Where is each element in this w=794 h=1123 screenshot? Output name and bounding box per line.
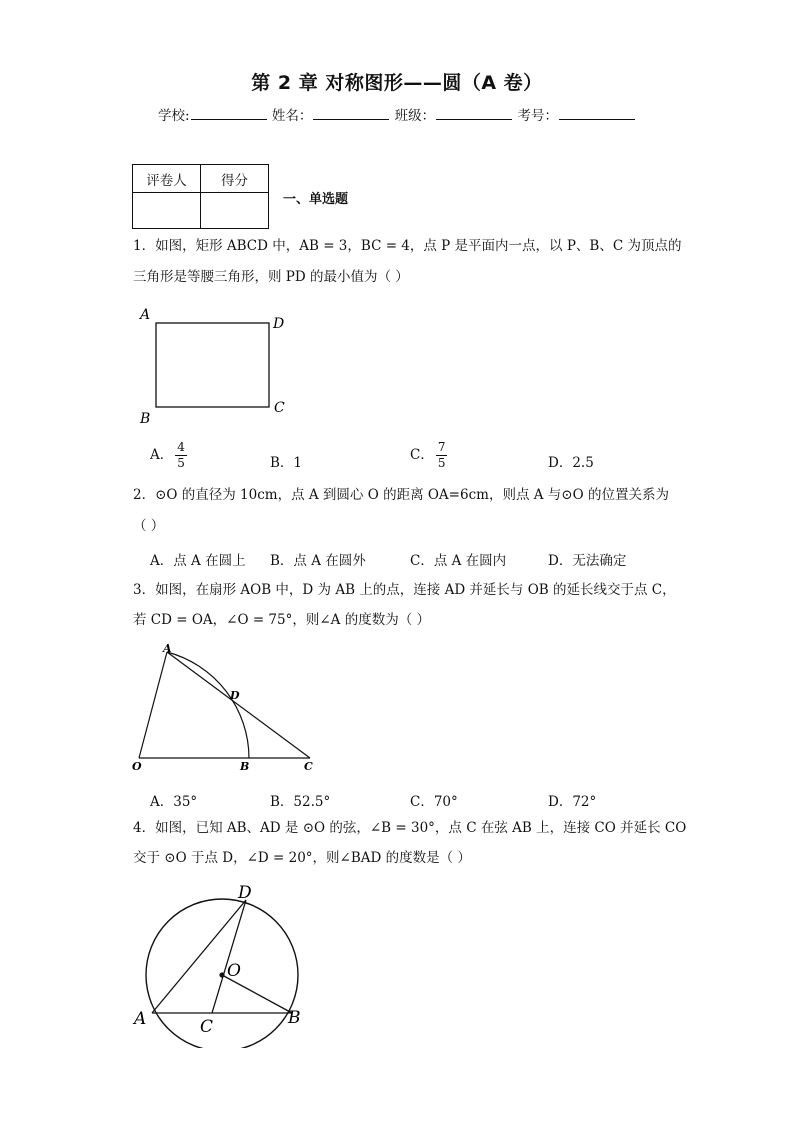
student-info-row — [0, 104, 794, 124]
q2-option-c[interactable]: C．点 A 在圆内 — [410, 553, 507, 569]
line-oa — [139, 652, 167, 758]
q1-option-c-den: 5 — [437, 456, 446, 470]
label-b: B — [240, 760, 250, 773]
label-a: A — [163, 642, 172, 655]
q2-option-a[interactable]: A．点 A 在圆上 — [150, 553, 246, 569]
page-title: 第 2 章 对称图形——圆（A 卷） — [251, 72, 543, 94]
label-o: O — [227, 961, 241, 981]
grader-cell[interactable] — [133, 193, 201, 229]
number-label: 考号： — [517, 108, 558, 124]
class-blank[interactable] — [436, 107, 512, 120]
q1-option-b[interactable]: B．1 — [270, 455, 303, 471]
q1-option-a-num: 4 — [177, 440, 185, 454]
line-ac — [167, 652, 310, 758]
q4-circle-figure — [128, 878, 318, 1048]
label-o: O — [132, 760, 142, 773]
q1-option-c-num: 7 — [437, 440, 446, 454]
q1-option-c[interactable] — [410, 440, 447, 471]
q1-option-c-prefix: C． — [410, 447, 434, 463]
number-blank[interactable] — [559, 107, 635, 120]
q1-rectangle-figure — [130, 300, 300, 430]
center-point-o — [219, 972, 224, 977]
score-cell[interactable] — [201, 193, 269, 229]
q3-option-c[interactable]: C．70° — [410, 794, 458, 810]
q2-option-d[interactable]: D．无法确定 — [548, 553, 627, 569]
q1-option-a-prefix: A． — [150, 447, 174, 463]
q3-option-a[interactable]: A．35° — [150, 794, 198, 810]
q3-option-b[interactable]: B．52.5° — [270, 794, 331, 810]
label-c: C — [274, 400, 285, 416]
score-header: 得分 — [201, 165, 269, 193]
q3-option-d[interactable]: D．72° — [548, 794, 597, 810]
label-a: A — [140, 307, 151, 323]
label-d: D — [238, 883, 252, 903]
q1-line2: 三角形是等腰三角形，则 PD 的最小值为（ ） — [133, 269, 409, 285]
arc-ab — [167, 652, 249, 758]
grader-header: 评卷人 — [133, 165, 201, 193]
q2-line2: （ ） — [133, 518, 165, 534]
label-d: D — [273, 316, 285, 332]
q4-line1: 4．如图，已知 AB、AD 是 ⊙O 的弦，∠B = 30°，点 C 在弦 AB 上，连接 CO 并延长 CO — [133, 820, 687, 836]
name-blank[interactable] — [313, 107, 389, 120]
label-b: B — [140, 411, 151, 427]
q1-option-d[interactable]: D．2.5 — [548, 455, 594, 471]
q1-line1: 1．如图，矩形 ABCD 中，AB = 3，BC = 4，点 P 是平面内一点，以 P、B、C 为顶点的 — [133, 238, 682, 254]
label-a: A — [134, 1009, 147, 1029]
q4-line2: 交于 ⊙O 于点 D，∠D = 20°，则∠BAD 的度数是（ ） — [133, 850, 471, 866]
rectangle-abcd — [156, 323, 269, 407]
label-d: D — [230, 689, 240, 702]
q1-option-c-fraction — [436, 440, 448, 471]
q1-option-a-fraction — [175, 440, 187, 471]
q1-option-a[interactable] — [150, 440, 187, 471]
q3-line1: 3．如图，在扇形 AOB 中，D 为 AB 上的点，连接 AD 并延长与 OB 的延长线交于点 C， — [133, 582, 676, 598]
q3-sector-figure — [128, 640, 328, 775]
line-cd — [212, 900, 246, 1013]
section-heading: 一、单选题 — [283, 192, 349, 207]
score-table — [132, 164, 269, 229]
q3-line2: 若 CD = OA，∠O = 75°，则∠A 的度数为（ ） — [133, 612, 430, 628]
label-b: B — [288, 1008, 301, 1028]
q2-option-b[interactable]: B．点 A 在圆外 — [270, 553, 366, 569]
q1-option-a-den: 5 — [177, 456, 185, 470]
name-label: 姓名： — [271, 108, 313, 124]
label-c: C — [304, 760, 313, 773]
label-c: C — [200, 1017, 214, 1037]
q2-line1: 2．⊙O 的直径为 10cm，点 A 到圆心 O 的距离 OA=6cm，则点 A 与⊙O 的位置关系为 — [133, 487, 669, 503]
school-label: 学校: — [158, 108, 190, 124]
class-label: 班级： — [394, 108, 436, 124]
chord-ad — [152, 900, 246, 1013]
school-blank[interactable] — [191, 107, 267, 120]
